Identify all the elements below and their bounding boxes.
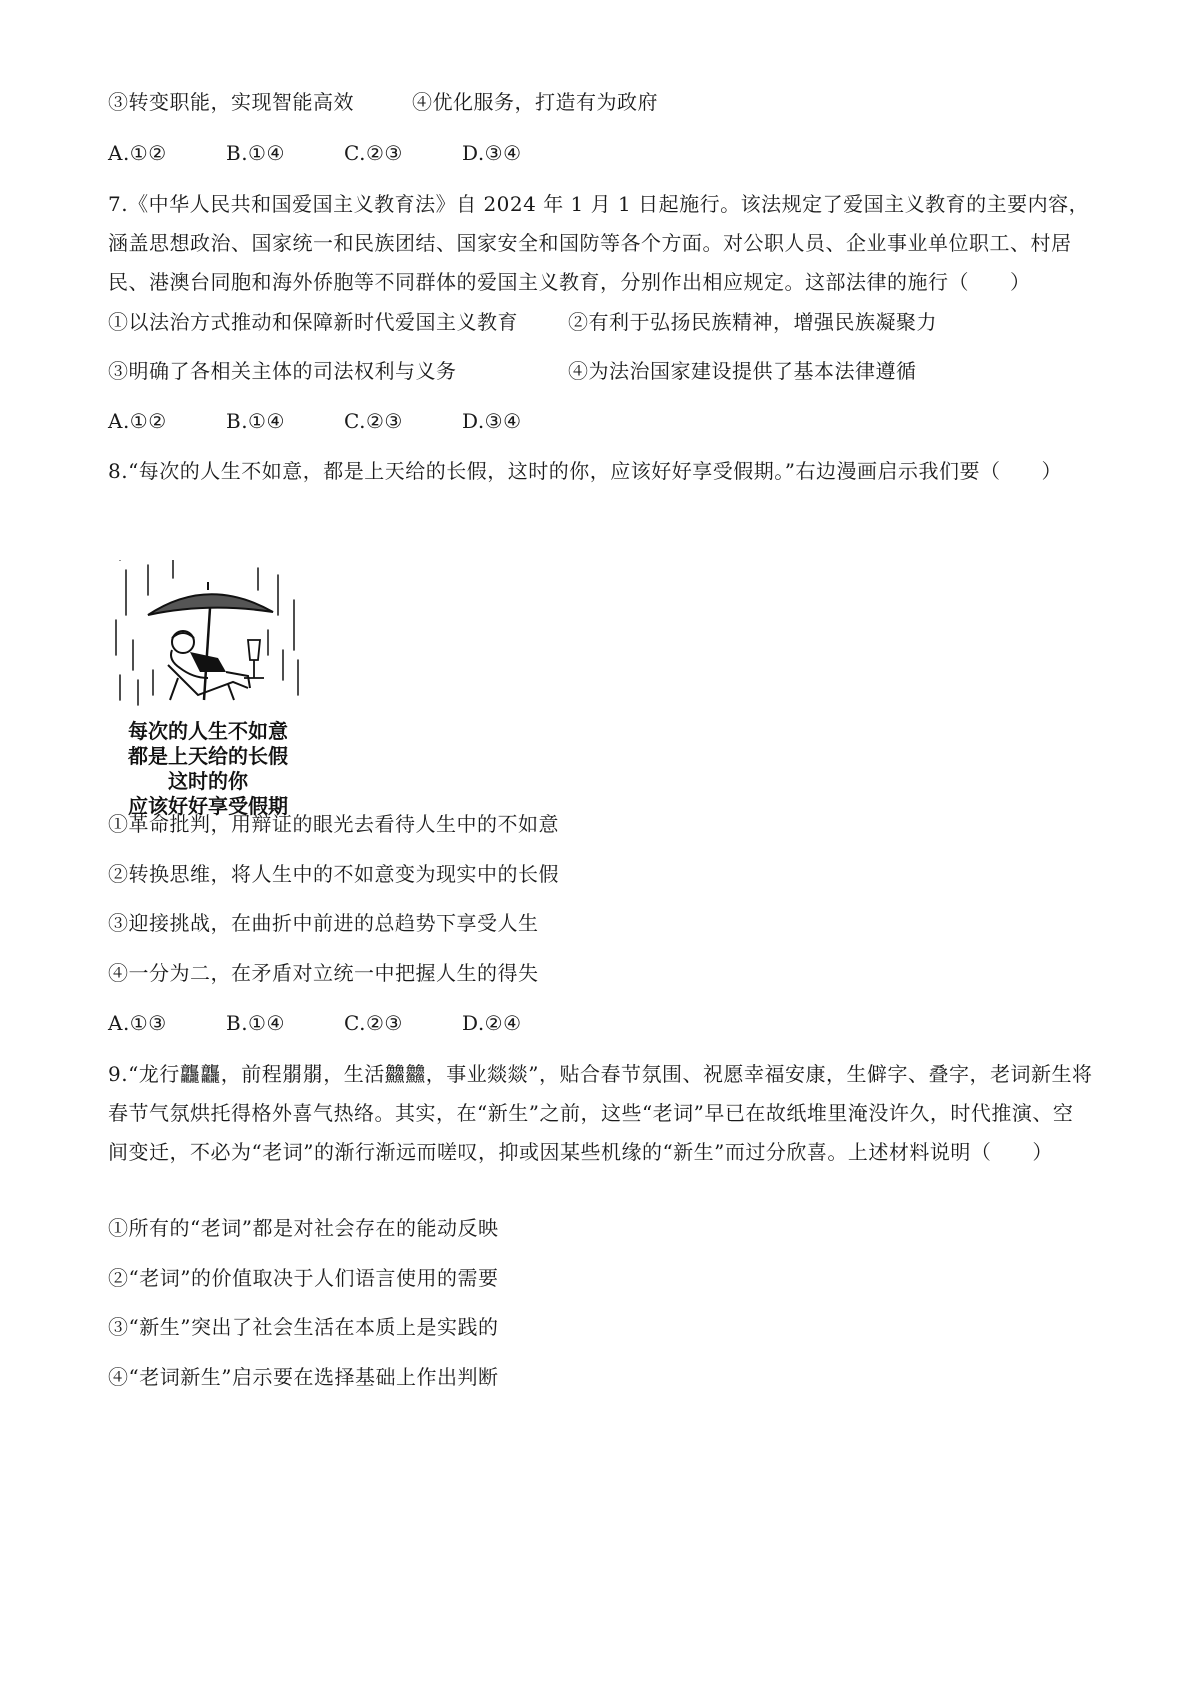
q8-options xyxy=(108,1011,580,1035)
q8-stem: 8.“每次的人生不如意，都是上天给的长假，这时的你，应该好好享受假期。”右边漫画启示我们要（ ） xyxy=(108,459,1063,483)
q8-option-d[interactable]: D.②④ xyxy=(462,1011,522,1035)
q8-item-4: ④一分为二，在矛盾对立统一中把握人生的得失 xyxy=(108,961,539,985)
q6-item-4: ④优化服务，打造有为政府 xyxy=(412,90,658,114)
q6-option-d[interactable]: D.③④ xyxy=(462,141,522,165)
q6-option-b[interactable]: B.①④ xyxy=(226,141,285,165)
q7-option-a[interactable]: A.①② xyxy=(108,409,167,433)
cartoon-image xyxy=(108,560,308,820)
q7-option-b[interactable]: B.①④ xyxy=(226,409,285,433)
q7-item-3: ③明确了各相关主体的司法权利与义务 xyxy=(108,359,457,383)
q7-item-1: ①以法治方式推动和保障新时代爱国主义教育 xyxy=(108,310,518,334)
umbrella-rain-cartoon xyxy=(108,560,308,820)
cartoon-caption-line-4: 应该好好享受假期 xyxy=(128,794,288,818)
q7-item-2: ②有利于弘扬民族精神，增强民族凝聚力 xyxy=(568,310,937,334)
cartoon-caption-line-1: 每次的人生不如意 xyxy=(128,719,288,743)
q6-options xyxy=(108,141,580,165)
q9-item-4: ④“老词新生”启示要在选择基础上作出判断 xyxy=(108,1365,499,1389)
q7-option-c[interactable]: C.②③ xyxy=(344,409,403,433)
q9-item-3: ③“新生”突出了社会生活在本质上是实践的 xyxy=(108,1315,499,1339)
q8-item-2: ②转换思维，将人生中的不如意变为现实中的长假 xyxy=(108,862,559,886)
q6-option-a[interactable]: A.①② xyxy=(108,141,167,165)
q8-option-c[interactable]: C.②③ xyxy=(344,1011,403,1035)
q9-stem: 9.“龙行龘龘，前程朤朤，生活䲜䲜，事业燚燚”，贴合春节氛围、祝愿幸福安康，生僻字、叠字，老词新生将春节气氛烘托得格外喜气热络。其实，在“新生”之前，这些“老词”早已在故纸堆里淹没许久，时代推演、空间变迁，不必为“老词”的渐行渐远而嗟叹，抑或因某些机缘的“新生”而过分欣喜。上述材料说明（ ） xyxy=(108,1062,1093,1164)
q8-option-b[interactable]: B.①④ xyxy=(226,1011,285,1035)
q8-item-3: ③迎接挑战，在曲折中前进的总趋势下享受人生 xyxy=(108,911,539,935)
q7-stem: 7.《中华人民共和国爱国主义教育法》自 2024 年 1 月 1 日起施行。该法规定了爱国主义教育的主要内容，涵盖思想政治、国家统一和民族团结、国家安全和国防等各个方面。对公职人员、企业事业单位职工、村居民、港澳台同胞和海外侨胞等不同群体的爱国主义教育，分别作出相应规定。这部法律的施行（ ） xyxy=(108,192,1090,294)
cartoon-caption-line-3: 这时的你 xyxy=(168,769,248,793)
q7-item-4: ④为法治国家建设提供了基本法律遵循 xyxy=(568,359,917,383)
q7-option-d[interactable]: D.③④ xyxy=(462,409,522,433)
q6-option-c[interactable]: C.②③ xyxy=(344,141,403,165)
q6-item-3: ③转变职能，实现智能高效 xyxy=(108,90,354,114)
q7-options xyxy=(108,409,580,433)
q8-item-1: ①革命批判，用辩证的眼光去看待人生中的不如意 xyxy=(108,812,559,836)
q9-item-1: ①所有的“老词”都是对社会存在的能动反映 xyxy=(108,1216,499,1240)
q9-item-2: ②“老词”的价值取决于人们语言使用的需要 xyxy=(108,1266,499,1290)
cartoon-caption-line-2: 都是上天给的长假 xyxy=(128,744,288,768)
q8-option-a[interactable]: A.①③ xyxy=(108,1011,167,1035)
